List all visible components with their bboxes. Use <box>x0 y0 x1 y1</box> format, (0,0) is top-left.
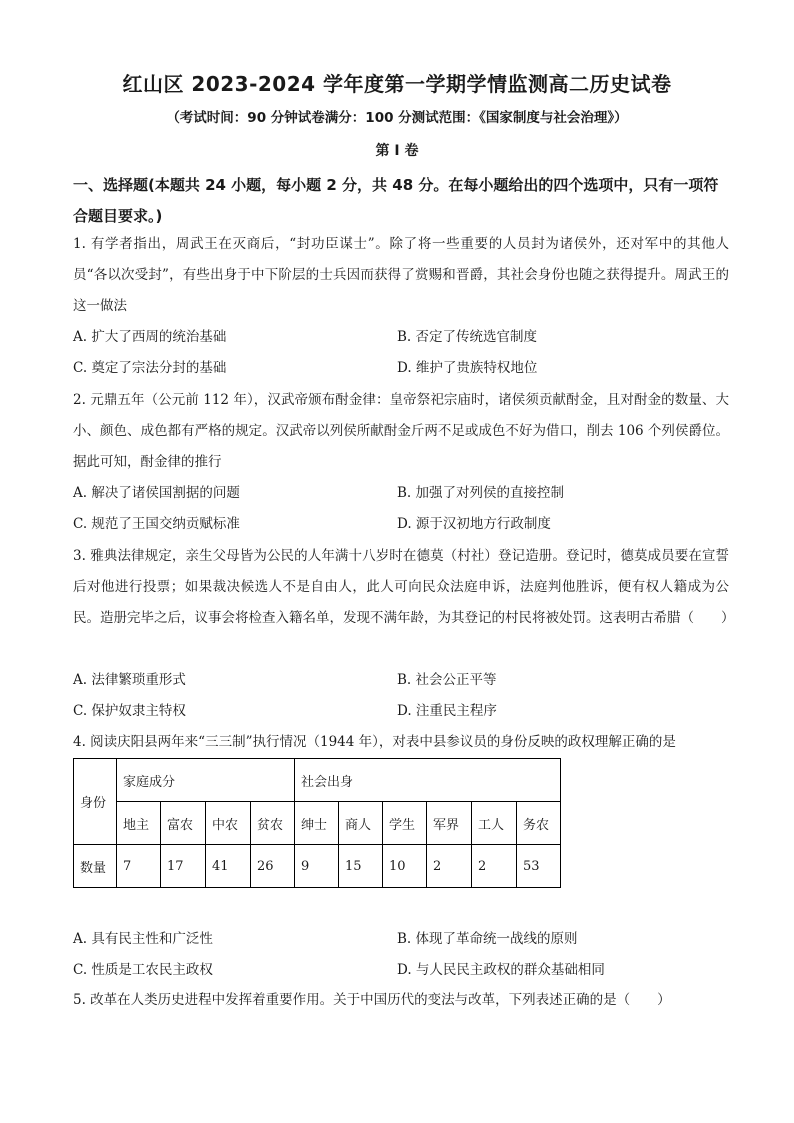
question-3-option-b[interactable]: B. 社会公正平等 <box>397 672 497 688</box>
table-cell: 9 <box>295 845 339 888</box>
table-column-header: 富农 <box>161 802 206 845</box>
table-column-header: 地主 <box>117 802 161 845</box>
table-column-header: 务农 <box>517 802 561 845</box>
question-4-option-d[interactable]: D. 与人民民主政权的群众基础相同 <box>397 962 605 978</box>
question-1-option-b[interactable]: B. 否定了传统选官制度 <box>397 329 538 345</box>
question-5-stem: 5. 改革在人类历史进程中发挥着重要作用。关于中国历代的变法与改革，下列表述正确的是（ ） <box>73 992 671 1008</box>
council-member-table <box>73 758 561 888</box>
table-column-header: 贫农 <box>251 802 295 845</box>
question-3-stem: 3. 雅典法律规定，亲生父母皆为公民的人年满十八岁时在德莫（村社）登记造册。登记时，德莫成员要在宣誓后对他进行投票；如果裁决候选人不是自由人，此人可向民众法庭申诉，法庭判他胜诉，便有权人籍成为公民。造册完毕之后，议事会将检查入籍名单，发现不满年龄，为其登记的村民将被处罚。这表明古希腊（ ） <box>73 548 735 626</box>
table-column-header: 绅士 <box>295 802 339 845</box>
question-4-option-c[interactable]: C. 性质是工农民主政权 <box>73 962 213 978</box>
question-4-option-a[interactable]: A. 具有民主性和广泛性 <box>73 931 213 947</box>
table-count-label: 数量 <box>74 845 117 888</box>
question-2-option-c[interactable]: C. 规范了王国交纳贡赋标准 <box>73 516 240 532</box>
question-1-option-d[interactable]: D. 维护了贵族特权地位 <box>397 360 538 376</box>
question-2-option-d[interactable]: D. 源于汉初地方行政制度 <box>397 516 551 532</box>
question-2-option-b[interactable]: B. 加强了对列侯的直接控制 <box>397 485 565 501</box>
table-cell: 41 <box>206 845 251 888</box>
table-cell: 53 <box>517 845 561 888</box>
question-2-option-a[interactable]: A. 解决了诸侯国割据的问题 <box>73 485 240 501</box>
table-column-header: 商人 <box>339 802 383 845</box>
table-cell: 7 <box>117 845 161 888</box>
table-cell: 15 <box>339 845 383 888</box>
table-cell: 17 <box>161 845 206 888</box>
exam-title: 红山区 2023-2024 学年度第一学期学情监测高二历史试卷 <box>122 72 672 96</box>
table-group-social: 社会出身 <box>295 759 561 802</box>
question-4-stem: 4. 阅读庆阳县两年来“三三制”执行情况（1944 年），对表中县参议员的身份反映的政权理解正确的是 <box>73 734 676 750</box>
question-4-option-b[interactable]: B. 体现了革命统一战线的原则 <box>397 931 578 947</box>
table-group-family: 家庭成分 <box>117 759 295 802</box>
question-3-option-c[interactable]: C. 保护奴隶主特权 <box>73 703 186 719</box>
table-cell: 2 <box>427 845 472 888</box>
question-1-option-a[interactable]: A. 扩大了西周的统治基础 <box>73 329 227 345</box>
question-2-stem: 2. 元鼎五年（公元前 112 年），汉武帝颁布酎金律：皇帝祭祀宗庙时，诸侯须贡献酎金，且对酎金的数量、大小、颜色、成色都有严格的规定。汉武帝以列侯所献酎金斤两不足或成色不好为借口，削去 106 个列侯爵位。据此可知，酎金律的推行 <box>73 392 729 470</box>
section-heading: 一、选择题(本题共 24 小题，每小题 2 分，共 48 分。在每小题给出的四个选项中，只有一项符合题目要求。) <box>73 176 719 225</box>
table-cell: 2 <box>472 845 517 888</box>
table-cell: 10 <box>383 845 427 888</box>
table-column-header: 学生 <box>383 802 427 845</box>
table-column-header: 工人 <box>472 802 517 845</box>
question-1-option-c[interactable]: C. 奠定了宗法分封的基础 <box>73 360 227 376</box>
question-3-option-a[interactable]: A. 法律繁琐重形式 <box>73 672 186 688</box>
volume-label: 第 I 卷 <box>375 143 419 159</box>
exam-subtitle: （考试时间：90 分钟试卷满分：100 分测试范围：《国家制度与社会治理》） <box>166 110 628 126</box>
table-column-header: 军界 <box>427 802 472 845</box>
question-3-option-d[interactable]: D. 注重民主程序 <box>397 703 497 719</box>
question-1-stem: 1. 有学者指出，周武王在灭商后，“封功臣谋士”。除了将一些重要的人员封为诸侯外，还对军中的其他人员“各以次受封”，有些出身于中下阶层的士兵因而获得了赏赐和晋爵，其社会身份也随之获得提升。周武王的这一做法 <box>73 236 729 314</box>
table-column-header: 中农 <box>206 802 251 845</box>
table-row-header: 身份 <box>74 759 117 845</box>
table-cell: 26 <box>251 845 295 888</box>
